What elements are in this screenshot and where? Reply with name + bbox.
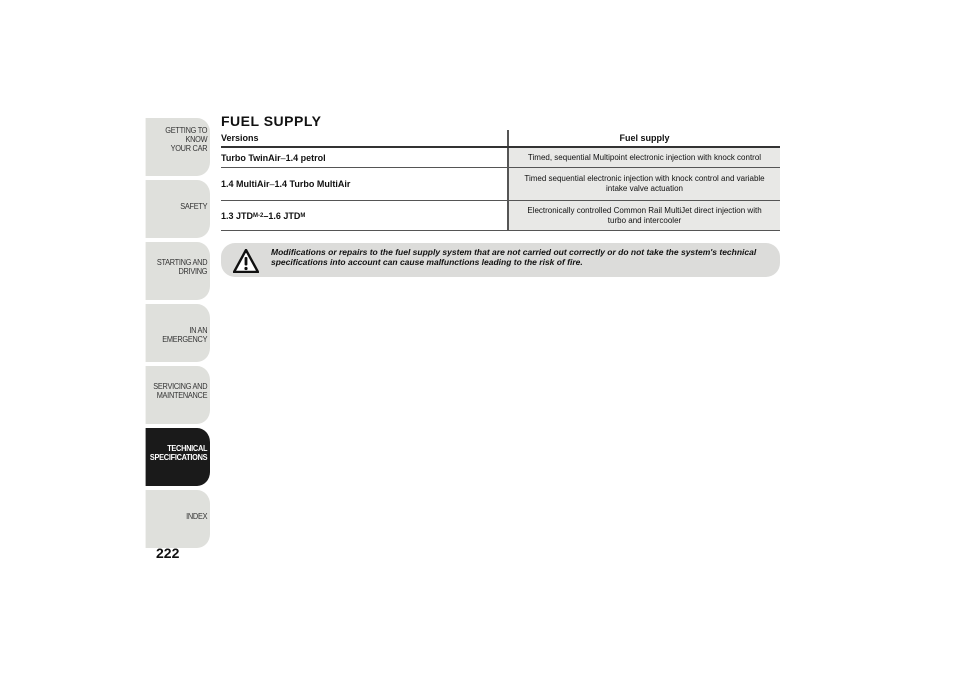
version-name: 1.4 petrol xyxy=(285,152,326,163)
version-cell xyxy=(221,168,507,200)
tab-getting-to-know-your-car[interactable]: GETTING TO KNOW YOUR CAR xyxy=(146,118,210,176)
version-cell xyxy=(221,148,507,167)
tab-starting-and-driving[interactable]: STARTING AND DRIVING xyxy=(146,242,210,300)
tab-in-an-emergency[interactable]: IN AN EMERGENCY xyxy=(146,304,210,362)
section-heading: FUEL SUPPLY xyxy=(221,113,322,129)
warning-triangle-icon xyxy=(233,249,259,273)
header-fuel-supply: Fuel supply xyxy=(507,130,780,146)
version-separator: – xyxy=(280,152,286,163)
fuel-supply-cell: Timed sequential electronic injection with knock control and variable intake valve actuation xyxy=(507,168,780,200)
page-number: 222 xyxy=(156,545,180,561)
fuel-supply-cell: Timed, sequential Multipoint electronic injection with knock control xyxy=(507,148,780,167)
table-row xyxy=(221,201,780,231)
warning-box xyxy=(221,243,780,277)
tab-servicing-and-maintenance[interactable]: SERVICING AND MAINTENANCE xyxy=(146,366,210,424)
fuel-supply-cell: Electronically controlled Common Rail MultiJet direct injection with turbo and intercooler xyxy=(507,201,780,230)
tab-index[interactable]: INDEX xyxy=(146,490,210,548)
fuel-supply-table xyxy=(221,130,780,231)
version-name: 1.3 JTD xyxy=(221,210,254,221)
version-separator: – xyxy=(263,210,269,221)
tab-technical-specifications[interactable]: TECHNICAL SPECIFICATIONS xyxy=(146,428,210,486)
version-name: 1.6 JTD xyxy=(268,210,301,221)
version-name: Turbo TwinAir xyxy=(221,152,281,163)
header-versions: Versions xyxy=(221,133,259,143)
version-subscript: M-2 xyxy=(253,212,264,219)
table-header-row xyxy=(221,130,780,148)
version-subscript: M xyxy=(300,212,306,219)
tab-safety[interactable]: SAFETY xyxy=(146,180,210,238)
table-row xyxy=(221,168,780,201)
version-name: 1.4 MultiAir xyxy=(221,179,270,189)
table-row xyxy=(221,148,780,168)
version-separator: – xyxy=(269,179,275,189)
version-name: 1.4 Turbo MultiAir xyxy=(274,179,351,189)
warning-text: Modifications or repairs to the fuel supply system that are not carried out correctly or do not take the system's technical specifications into account can cause malfunctions leading to the risk of fire. xyxy=(271,247,757,267)
version-cell xyxy=(221,201,507,230)
